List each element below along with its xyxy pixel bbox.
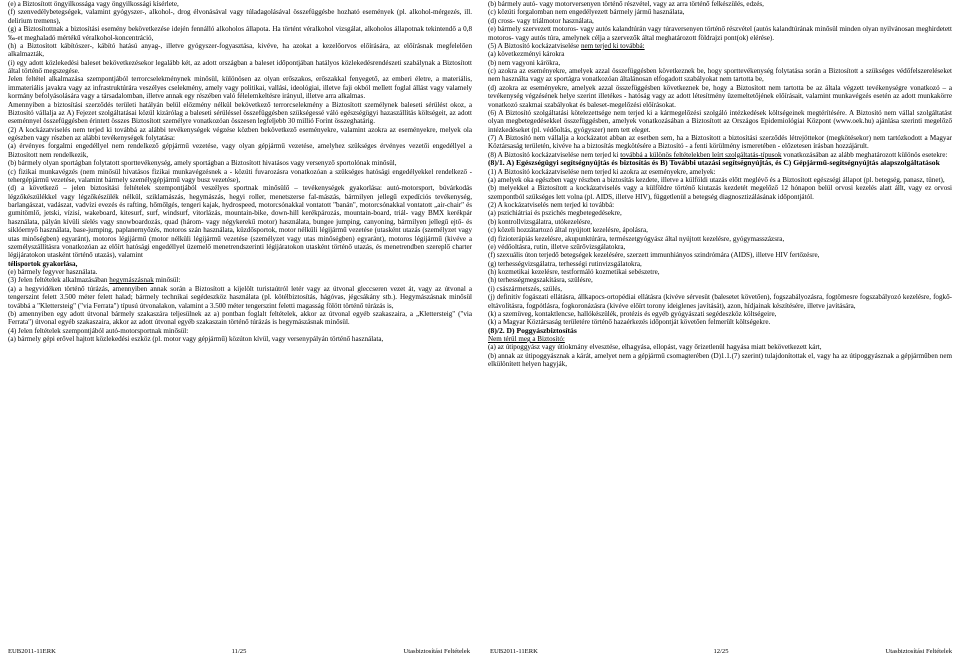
right-page-footer: [490, 647, 952, 656]
paragraph: (6) A Biztosító szolgáltatási kötelezettsége nem terjed ki a kármegelőzési szolgáló intézkedések költségeinek megtérítésére. A Biztosító nem vállal szolgáltatást olyan megbetegedésekkel összefüggésben, amelyek vonatkozásában a Biztosított az Országos Epidemiológiai Központ (www.oek.hu) ajánlása szerinti megelőző intézkedéseket (pl. védőoltás, gyógyszer) nem tett eleget.: [488, 108, 952, 134]
paragraph: Amennyiben a biztosítási szerződés területi hatályán belül előzmény nélkül bekövetkező terrorcselekmény a Biztosított személynek baleseti sérülést okoz, a Biztosító vállalja az A) Fejezet szolgáltatásai közül kizárólag a baleseti sérüléssel összefüggésben szükségessé váló egészségügyi hazaszállítás költségeit, az adott eseménnyel összefüggésben érintett összes Biztosított személyre vonatkozóan összesen legfeljebb 30 millió Forint összeghatárig.: [8, 100, 472, 126]
paragraph: (4) Jelen feltételek szempontjából autó-motorsportnak minősül:: [8, 326, 189, 335]
paragraph: (e) védőoltásra, rutin, illetve szűrővizsgálatokra,: [488, 242, 626, 251]
paragraph: (e) bármely szervezett motoros- vagy autós kalandtúrán vagy túraversenyen történő részvétel (autós kalandtúrának minősül minden olyan nyilvánosan meghirdetett motoros- vagy autós túra, amelynek célja a szervezők által meghatározott földrajzi pont(ok) elérése).: [488, 25, 952, 42]
paragraph: (c) közúti forgalomban nem engedélyezett bármely jármű használata,: [488, 8, 685, 17]
paragraph: (a) amelyek oka egészben vagy részben a biztosítás kezdete, illetve a külföldi utazás előtt meglévő és a Biztosított egészségi állapot (pl. betegség, panasz, tünet),: [488, 175, 945, 184]
paragraph: (b) bármely olyan sportágban folytatott sporttevékenység, amely sportágban a Biztosított hivatásos vagy versenyző sportolónak minősül,: [8, 159, 397, 168]
paragraph: (a) érvényes forgalmi engedéllyel nem rendelkező gépjármű vezetése, vagy olyan gépjármű vezetése, amelyhez szükséges érvényes vezetői engedéllyel a Biztosított nem rendelkezik,: [8, 142, 472, 159]
paragraph: (e) bármely fegyver használata.: [8, 268, 98, 276]
underlined-phrase: továbbá a különös feltételekben leírt szolgáltatás-típusok: [620, 150, 782, 159]
paragraph: (b) nem vagyoni kárökra,: [488, 58, 561, 67]
section-heading: (8)/2. D) Poggyászbiztosítás: [488, 325, 577, 335]
paragraph: télisportok gyakorlása,: [8, 259, 78, 268]
paragraph: (c) azokra az eseményekre, amelyek azzal összefüggésben következnek be, hogy sporttevékenység folytatása során a Biztosított a szükséges védőfelszereléseket nem használta vagy az sportágra vonatkozóan általánosan elfogadott szabályokat nem tartotta be,: [488, 67, 952, 84]
paragraph: (c) fizikai munkavégzés (nem minősül hivatásos fizikai munkavégzésnek a - közúti fuvarozásra vonatkozóan a szükséges hatósági engedélyekkel rendelkező - tehergépjármű vezetése, valamint bármely személygépjármű vagy busz vezetése),: [8, 167, 472, 184]
section-heading: (8)/1. A) Egészségügyi segítségnyújtás és biztosítás és B) További utazási segítségnyújtás, és C) Gépjármű-segítségnyújtás alapszolgáltatások: [488, 158, 940, 168]
left-page: [0, 0, 478, 662]
paragraph: (5) A Biztosító kockázatviselése nem terjed ki továbbá:: [488, 41, 645, 50]
paragraph: (k) a Magyar Köztársaság területére történő hazaérkezés időpontját követően felmerült költségekre.: [488, 318, 771, 327]
paragraph: (i) egy adott közlekedési baleset bekövetkezésekor legalább két, az adott országban a baleset időpontjában hatályos közlekedésrendészeti szabálynak a Biztosított által történő megszegése.: [8, 58, 472, 75]
paragraph: Jelen feltétel alkalmazása szempontjából terrorcselekménynek minősül, különösen az olyan erőszakos, erőszakkal fenyegető, az emberi életre, a materiális, immateriális javakra vagy az infrastruktúrára veszélyes cselekmény, amely vagy politikai, vallási, ideológiai, illetve faji okból mellett foglal állást vagy valamely kormány befolyásolására vagy a társadalomban, illetve annak egy részében való félelemkeltésre irányul, illetve arra alkalmas.: [8, 75, 472, 101]
footer-document-title: Utasbiztosítási Feltételek: [885, 648, 952, 655]
paragraph: (e) a Biztosított öngyilkossága vagy öngyilkossági kísérlete,: [8, 0, 179, 8]
paragraph: (h) terhességmegszakításra, szülésre,: [488, 276, 593, 285]
paragraph: (b) bármely autó- vagy motorversenyen történő részvétel, vagy az arra történő felkészülés, edzés,: [488, 0, 764, 8]
paragraph: (d) fizioterápiás kezelésre, akupunktúrára, természetgyógyász által nyújtott kezelésre, gyógymasszázsra,: [488, 234, 785, 243]
footer-document-code: EUB2011-11ERK: [490, 648, 538, 655]
paragraph: (c) közeli hozzátartozó által nyújtott kezelésre, ápolásra,: [488, 226, 648, 235]
paragraph: (d) cross- vagy triálmotor használata,: [488, 16, 594, 25]
paragraph: (d) a következő – jelen biztosítási feltételek szempontjából veszélyes sportnak minősülő – tevékenységek gyakorlása: autó-motorsport, búvárkodás légzőkészülékkel vagy légzőkészülék nélkül, sziklamászás, hegymászás, hegyi roller, menetszerse fal-mászás, bármilyen jellegű expedíciós tevékenység, barlangászat, vadászat, vadvízi evezés és rafting, hőmőlgés, tengeri kajak, hydrospeed, motorcsónakkal vontatott "banán", motorcsónakkal vontatott „air-chair" és gumitömlő, jetski, vízisí, wakeboard, kitesurf, surf, windsurf, vitorlázás, mountain-bike, down-hill kerékpározás, mountain-board, triál- vagy BMX kerékpár használata, pályán kívüli síelés vagy snowboardozás, quad (három- vagy négykerekű motor) használata, bungee jumping, canyoning, bármilyen jellegű ejtő- és siklóernyő használata, base-jumping, paplanernyőzés, motoros szán használata, küzdősportok, motor nélküli légijármű vezetése (utasként utazás (személyzet vagy utas minőségben) egyaránt), motoros légijármű (motor nélküli légijármű vezetése (személyzet vagy utas minőségben) egyaránt), motoros légijármű (kivéve a személyszállításra vonatkozóan az előírt hatósági engedéllyel üzemelő menetrendszerinti légijáratokon utasként történő utazás, és menetrendben szereplő charter légijáratokon utasként történő utazás), valamint: [8, 184, 472, 260]
footer-page-number: 12/25: [713, 648, 729, 655]
paragraph: (f) szenvedélybetegségek, valamint gyógyszer-, alkohol-, drog élvonásával vagy túladagolásával összefüggésbe hozható események (pl. alkohol-mérgezés, ill. delirium tremens),: [8, 8, 472, 25]
underlined-phrase: nem terjed ki továbbá:: [580, 41, 645, 50]
paragraph: (d) azokra az eseményekre, amelyek azzal összefüggésben következnek be, hogy a Biztosított nem tartotta be az általa végzett tevékenységre vonatkozó – a tevékenység végzésének helye szerint illetékes - hatóság vagy az adott létesítmény üzemeltetőjének előírásait, valamint munkavégzés esetén az adott munkakörre vonatkozó szakmai szabályokat és baleset-megelőzési előírásokat.: [488, 83, 952, 109]
underlined-phrase: hegymászásnak: [109, 276, 154, 285]
paragraph: (8) A Biztosító kockázatviselése nem terjed ki továbbá a különös feltételekben leírt szolgáltatás-típusok vonatkozásában az alább meghatározott különös esetekre:: [488, 150, 948, 159]
footer-page-number: 11/25: [231, 648, 247, 655]
paragraph: (2) A kockázatviselés nem terjed ki továbbá:: [488, 201, 615, 209]
paragraph: (b) kontrollvizsgálatra, utókezelésre,: [488, 217, 592, 226]
right-page: [482, 0, 960, 662]
left-page-footer: [8, 647, 470, 656]
paragraph: (a) a hegyvidéken történő túrázás, amennyiben annak során a Biztosított a kijelölt turistaútról letér vagy az útvonal gleccseren vezet át, vagy az útvonal a tengerszint felett 3.500 méter felett halad; bármely technikai segédeszköz használata (pl. kötélbiztosítás, hágóvas, jégcsákány stb.). Hegymászásnak minősül továbbá a "Klettersteig" ("via Ferrata") típusú útvonalakon, valamint a 3.500 méter tengerszint feletti magasság fölött történő túrázás is,: [8, 284, 472, 310]
paragraph: (g) terhességvizsgálatra, terhességi rutinvizsgálatokra,: [488, 259, 642, 268]
paragraph: (h) kozmetikai kezelésre, testformáló kozmetikai sebészetre,: [488, 268, 660, 276]
paragraph: (i) császármetszés, szülés,: [488, 284, 563, 293]
paragraph: (k) a szemüveg, kontaktlencse, hallókészülék, protézis és egyéb gyógyászati segédeszköz költségeire,: [488, 309, 777, 318]
paragraph: (3) Jelen feltételek alkalmazásában hegymászásnak minősül:: [8, 276, 181, 285]
paragraph: (1) A Biztosító kockázatviselése nem terjed ki azokra az eseményekre, amelyek:: [488, 167, 716, 176]
paragraph: (b) melyekkel a Biztosított a kockázatviselés vagy a külföldre történő kiutazás kezdetét megelőző 12 hónapon belül orvosi kezelés alatt állt, vagy ez orvosi szempontból szükséges lett volna (pl. AIDS, illetve HIV), függetlenül a betegség diagnosztizálásának időpontjától.: [488, 184, 952, 201]
paragraph: (a) következményi károkra: [488, 50, 565, 59]
paragraph: (h) a Biztosított kábítószer-, kábító hatású anyag-, illetve gyógyszer-fogyasztása, kivéve, ha azokat a kezelőorvos előírására, az előírásnak megfelelően alkalmazták,: [8, 41, 472, 59]
paragraph: (g) a Biztosítottnak a biztosítási esemény bekövetkezése idején fennálló alkoholos állapota. Ha történt véralkohol vizsgálat, alkoholos állapotnak tekintendő a 0,8 ‰-et meghaladó mértékű véralkohol-koncentráció,: [8, 25, 472, 42]
paragraph: (b) annak az útipoggyásznak a kárát, amelyet nem a gépjármű csomagterében (D)1.1.(7) szerint) tulajdonítottak el, vagy ha az útipoggyásznak a gépjárműben nem elkülönített helyen hagyják,: [488, 351, 952, 369]
left-column-text: [8, 0, 472, 624]
paragraph: (7) A Biztosító nem vállalja a kockázatot abban az esetben sem, ha a Biztosított a biztosítási szerződés létrejöttekor (megkötésekor) nem tartózkodott a Magyar Köztársaság területén, kivéve ha a biztosítás megkötésére a Biztosító - a fenti körülmény ismeretében - előzetesen írásban hozzájárult.: [488, 134, 952, 151]
underlined-phrase: Nem térül meg a Biztosító:: [488, 335, 565, 343]
footer-document-title: Utasbiztosítási Feltételek: [403, 648, 470, 655]
paragraph: (f) szexuális úton terjedő betegségek kezelésére, szerzett immunhiányos szindrómára (AIDS), illetve HIV fertőzésre,: [488, 251, 820, 260]
paragraph: [488, 335, 952, 343]
paragraph: (a) az útipoggyász vagy útiokmány elvesztése, elhagyása, ellopást, vagy őrizetlenül hagyása miatt bekövetkezett kárt,: [488, 343, 822, 352]
paragraph: (j) definitív fogászati ellátásra, állkapocs-ortopédiai ellátásra (kivéve sérvesüt (balesetet követően), fogszabályozásra, fogtömesre fogszabályozó kezelésre, fogkő-eltávolításra, fogpótlásra, fogkoronázásra (kivéve előírt torony ideiglenes javítását), azon, hídjainak készítésére, illetve javítására,: [488, 293, 952, 310]
paragraph: (a) bármely gépi erővel hajtott közlekedési eszköz (pl. motor vagy gépjármű) közúton kívül, vagy versenypályán történő használata,: [8, 335, 384, 343]
footer-document-code: EUB2011-11ERK: [8, 648, 56, 655]
paragraph: (a) pszichiátriai és pszichés megbetegedésekre,: [488, 209, 622, 218]
right-column-text: [488, 0, 952, 624]
paragraph: (2) A kockázatviselés nem terjed ki továbbá az alábbi tevékenységek végzése közben bekövetkező eseményekre, valamint azokra az eseményekre, melyek ola egészben vagy részben az alábbi tevékenységek folytatása:: [8, 125, 472, 142]
paragraph: (b) amennyiben egy adott útvonal bármely szakaszára teljesülnek az a) pontban foglalt feltételek, akkor az útvonal egyéb szakaszaira, a „Klettersteig" ("via Ferrata") útvonal egyéb szakaszaira, akkor az adott útvonal egyéb szakaszain történő túrázás is hegymászásnak minősül.: [8, 309, 472, 327]
